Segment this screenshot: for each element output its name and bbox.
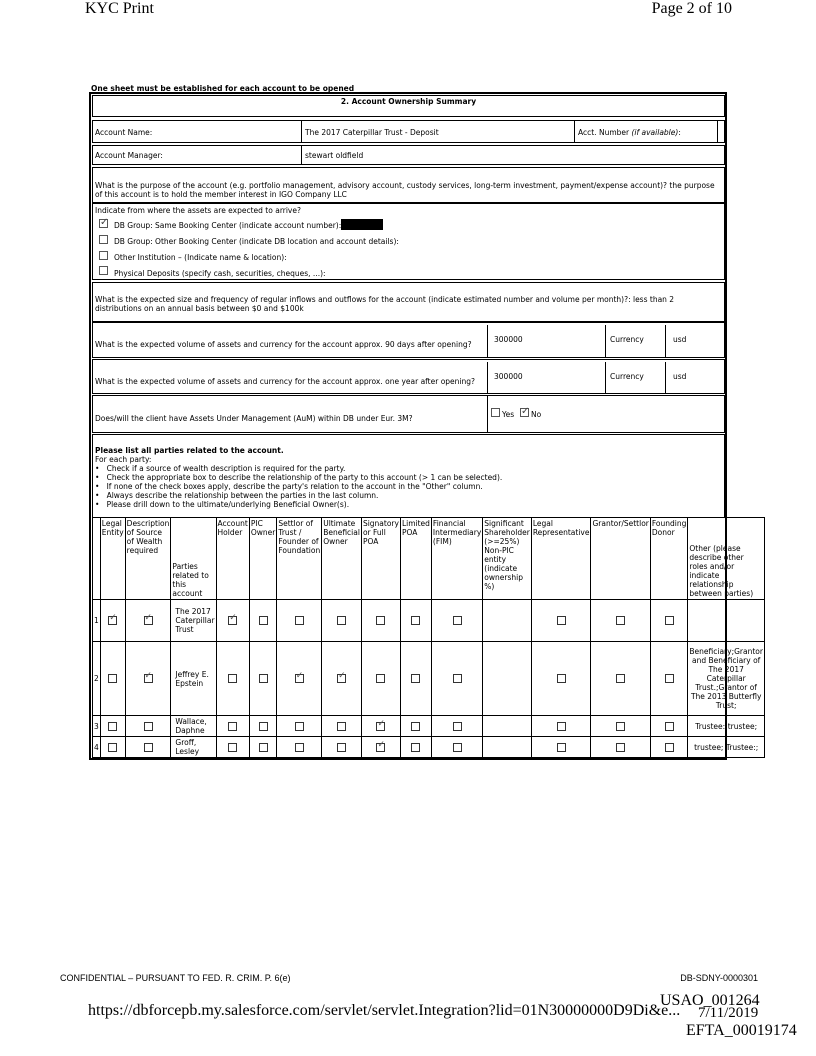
party-cell-ubo xyxy=(322,737,362,758)
aum-yes-checkbox[interactable] xyxy=(491,408,500,417)
grantor-checkbox[interactable] xyxy=(616,722,625,731)
purpose-text: What is the purpose of the account (e.g. portfolio management, advisory account, custody services, long-term investment, payment/expense account)? the purpose of this account is to hold the member interest in IGO Company LLC xyxy=(95,181,715,199)
flows-row xyxy=(92,282,725,322)
signatory-checkbox[interactable] xyxy=(376,674,385,683)
party-cell-ubo xyxy=(322,716,362,737)
account-manager-label: Account Manager: xyxy=(95,151,163,160)
fim-checkbox[interactable] xyxy=(453,743,462,752)
col-signatory: Signatory or Full POA xyxy=(361,518,400,600)
ubo-checkbox[interactable] xyxy=(337,674,346,683)
party-cell-legal-rep xyxy=(531,737,591,758)
legal-entity-checkbox[interactable] xyxy=(108,743,117,752)
source-of-wealth-checkbox[interactable] xyxy=(144,674,153,683)
parties-table xyxy=(92,517,765,758)
redaction-block xyxy=(341,219,383,230)
party-cell-signatory xyxy=(361,600,400,642)
party-other: trustee; Trustee:; xyxy=(688,737,765,758)
party-cell-source-of-wealth xyxy=(125,716,171,737)
party-cell-fim xyxy=(431,716,482,737)
founding-donor-checkbox[interactable] xyxy=(665,743,674,752)
party-cell-settlor xyxy=(277,642,322,716)
col-legal-rep: Legal Representative xyxy=(531,518,591,600)
settlor-checkbox[interactable] xyxy=(295,722,304,731)
party-other: Beneficiary;Grantor and Beneficiary of The 2017 Caterpillar Trust.;Grantor of The 2013 Butterfly Trust; xyxy=(688,642,765,716)
party-shareholder-pct xyxy=(483,600,532,642)
volume-90-question: What is the expected volume of assets and currency for the account approx. 90 days after opening? xyxy=(95,340,472,349)
party-cell-signatory xyxy=(361,716,400,737)
col-other: Other (please describe other roles and/or indicate relationship between parties) xyxy=(688,518,765,600)
physical-deposits-label: Physical Deposits (specify cash, securities, cheques, ...): xyxy=(114,269,326,278)
party-cell-account-holder xyxy=(216,716,249,737)
party-cell-pic-owner xyxy=(249,716,277,737)
print-title: KYC Print xyxy=(85,0,154,17)
legal-rep-checkbox[interactable] xyxy=(557,674,566,683)
parties-lead: For each party: xyxy=(95,455,152,464)
aum-row xyxy=(92,395,725,433)
other-institution-label: Other Institution – (Indicate name & location): xyxy=(114,253,287,262)
source-of-wealth-checkbox[interactable] xyxy=(144,743,153,752)
other-institution-checkbox[interactable] xyxy=(99,251,108,260)
party-cell-account-holder xyxy=(216,600,249,642)
parties-bullet: • Always describe the relationship between the parties in the last column. xyxy=(95,491,379,500)
efta-stamp: EFTA_00019174 xyxy=(686,1022,797,1039)
party-cell-legal-entity xyxy=(100,600,125,642)
party-name: Groff, Lesley xyxy=(171,737,216,758)
party-shareholder-pct xyxy=(483,642,532,716)
party-cell-grantor xyxy=(591,600,650,642)
signatory-checkbox[interactable] xyxy=(376,616,385,625)
account-manager-row xyxy=(92,145,725,165)
volume-1y-question: What is the expected volume of assets and currency for the account approx. one year after opening? xyxy=(95,377,476,386)
col-grantor: Grantor/Settlor xyxy=(591,518,650,600)
party-cell-signatory xyxy=(361,737,400,758)
party-number: 2 xyxy=(93,642,101,716)
col-shareholder: Significant Shareholder (>=25%) Non-PIC entity (indicate ownership %) xyxy=(483,518,532,600)
party-cell-account-holder xyxy=(216,642,249,716)
source-of-wealth-checkbox[interactable] xyxy=(144,616,153,625)
grantor-checkbox[interactable] xyxy=(616,674,625,683)
instruction-note: One sheet must be established for each account to be opened xyxy=(91,84,355,93)
party-cell-legal-rep xyxy=(531,716,591,737)
print-date: 7/11/2019 xyxy=(698,1005,759,1021)
aum-yes-label: Yes xyxy=(502,410,515,419)
party-shareholder-pct xyxy=(483,716,532,737)
ubo-checkbox[interactable] xyxy=(337,743,346,752)
party-cell-legal-rep xyxy=(531,600,591,642)
volume-1y-row xyxy=(92,359,725,394)
account-holder-checkbox[interactable] xyxy=(228,616,237,625)
col-source-of-wealth: Description of Source of Wealth required xyxy=(125,518,171,600)
party-cell-settlor xyxy=(277,716,322,737)
party-cell-founding-donor xyxy=(650,716,688,737)
party-cell-grantor xyxy=(591,737,650,758)
grantor-checkbox[interactable] xyxy=(616,616,625,625)
pic-owner-checkbox[interactable] xyxy=(259,722,268,731)
legal-entity-checkbox[interactable] xyxy=(108,674,117,683)
party-name: Wallace, Daphne xyxy=(171,716,216,737)
party-row xyxy=(93,737,765,758)
party-cell-limited-poa xyxy=(400,716,431,737)
party-cell-pic-owner xyxy=(249,642,277,716)
pic-owner-checkbox[interactable] xyxy=(259,616,268,625)
party-other xyxy=(688,600,765,642)
legal-rep-checkbox[interactable] xyxy=(557,616,566,625)
section-title: 2. Account Ownership Summary xyxy=(340,97,477,106)
fim-checkbox[interactable] xyxy=(453,674,462,683)
col-account-holder: Account Holder xyxy=(216,518,249,600)
col-fim: Financial Intermediary (FIM) xyxy=(431,518,482,600)
party-row xyxy=(93,600,765,642)
limited-poa-checkbox[interactable] xyxy=(411,743,420,752)
settlor-checkbox[interactable] xyxy=(295,616,304,625)
col-legal-entity: Legal Entity xyxy=(100,518,125,600)
limited-poa-checkbox[interactable] xyxy=(411,674,420,683)
aum-question: Does/will the client have Assets Under Management (AuM) within DB under Eur. 3M? xyxy=(95,414,413,423)
party-cell-legal-entity xyxy=(100,716,125,737)
col-parties: Parties related to this account xyxy=(171,518,216,600)
founding-donor-checkbox[interactable] xyxy=(665,674,674,683)
aum-no-label: No xyxy=(531,410,542,419)
account-name-row xyxy=(92,120,725,143)
party-cell-source-of-wealth xyxy=(125,600,171,642)
parties-header-row xyxy=(93,518,765,600)
ubo-checkbox[interactable] xyxy=(337,616,346,625)
other-booking-center-label: DB Group: Other Booking Center (indicate DB location and account details): xyxy=(114,237,399,246)
usao-stamp: USAO_001264 xyxy=(660,992,760,1009)
aum-no-checkbox[interactable] xyxy=(520,408,529,417)
purpose-row xyxy=(92,167,725,203)
party-cell-account-holder xyxy=(216,737,249,758)
party-cell-fim xyxy=(431,600,482,642)
party-cell-source-of-wealth xyxy=(125,737,171,758)
fim-checkbox[interactable] xyxy=(453,616,462,625)
party-cell-grantor xyxy=(591,716,650,737)
grantor-checkbox[interactable] xyxy=(616,743,625,752)
volume-90-amount: 300000 xyxy=(494,335,523,344)
parties-bullet: • Please drill down to the ultimate/underlying Beneficial Owner(s). xyxy=(95,500,350,509)
parties-title: Please list all parties related to the account. xyxy=(95,446,284,455)
volume-90-row xyxy=(92,322,725,358)
party-other: Trustee:;trustee; xyxy=(688,716,765,737)
confidential-notice: CONFIDENTIAL – PURSUANT TO FED. R. CRIM. P. 6(e) xyxy=(60,973,291,983)
assets-source-row xyxy=(92,203,725,280)
volume-90-currency: usd xyxy=(673,335,687,344)
party-cell-settlor xyxy=(277,737,322,758)
col-settlor: Settlor of Trust / Founder of Foundation xyxy=(277,518,322,600)
party-row xyxy=(93,642,765,716)
party-cell-settlor xyxy=(277,600,322,642)
party-number: 1 xyxy=(93,600,101,642)
party-cell-signatory xyxy=(361,642,400,716)
account-manager-value: stewart oldfield xyxy=(305,151,364,160)
party-cell-legal-rep xyxy=(531,642,591,716)
limited-poa-checkbox[interactable] xyxy=(411,616,420,625)
party-number: 3 xyxy=(93,716,101,737)
legal-rep-checkbox[interactable] xyxy=(557,743,566,752)
party-name: The 2017 Caterpillar Trust xyxy=(171,600,216,642)
volume-1y-amount: 300000 xyxy=(494,372,523,381)
ubo-checkbox[interactable] xyxy=(337,722,346,731)
bates-number: DB-SDNY-0000301 xyxy=(680,973,758,983)
account-name-value: The 2017 Caterpillar Trust - Deposit xyxy=(305,128,439,137)
party-row xyxy=(93,716,765,737)
party-cell-legal-entity xyxy=(100,737,125,758)
account-holder-checkbox[interactable] xyxy=(228,743,237,752)
source-url[interactable]: https://dbforcepb.my.salesforce.com/servlet/servlet.Integration?lid=01N30000000D9Di&e... xyxy=(88,1002,681,1019)
pic-owner-checkbox[interactable] xyxy=(259,743,268,752)
other-booking-center-checkbox[interactable] xyxy=(99,235,108,244)
party-cell-fim xyxy=(431,737,482,758)
assets-source-label: Indicate from where the assets are expected to arrive? xyxy=(95,206,301,215)
parties-bullet: • If none of the check boxes apply, describe the party's relation to the account in the "Other" column. xyxy=(95,482,483,491)
legal-entity-checkbox[interactable] xyxy=(108,616,117,625)
signatory-checkbox[interactable] xyxy=(376,722,385,731)
party-cell-limited-poa xyxy=(400,737,431,758)
party-cell-founding-donor xyxy=(650,642,688,716)
settlor-checkbox[interactable] xyxy=(295,674,304,683)
col-limited-poa: Limited POA xyxy=(400,518,431,600)
account-name-label: Account Name: xyxy=(95,128,153,137)
signatory-checkbox[interactable] xyxy=(376,743,385,752)
account-holder-checkbox[interactable] xyxy=(228,674,237,683)
party-cell-founding-donor xyxy=(650,737,688,758)
party-shareholder-pct xyxy=(483,737,532,758)
pic-owner-checkbox[interactable] xyxy=(259,674,268,683)
settlor-checkbox[interactable] xyxy=(295,743,304,752)
fim-checkbox[interactable] xyxy=(453,722,462,731)
volume-90-currency-label: Currency xyxy=(610,335,644,344)
party-cell-source-of-wealth xyxy=(125,642,171,716)
physical-deposits-checkbox[interactable] xyxy=(99,266,108,275)
party-name: Jeffrey E. Epstein xyxy=(171,642,216,716)
col-number xyxy=(93,518,101,600)
same-booking-center-label: DB Group: Same Booking Center (indicate account number): xyxy=(114,221,342,230)
party-cell-ubo xyxy=(322,642,362,716)
section-title-box xyxy=(92,95,725,117)
parties-intro xyxy=(92,434,725,517)
same-booking-center-checkbox[interactable] xyxy=(99,219,108,228)
legal-entity-checkbox[interactable] xyxy=(108,722,117,731)
legal-rep-checkbox[interactable] xyxy=(557,722,566,731)
account-holder-checkbox[interactable] xyxy=(228,722,237,731)
party-number: 4 xyxy=(93,737,101,758)
volume-1y-currency: usd xyxy=(673,372,687,381)
party-cell-limited-poa xyxy=(400,642,431,716)
source-of-wealth-checkbox[interactable] xyxy=(144,722,153,731)
page-number: Page 2 of 10 xyxy=(651,0,732,17)
founding-donor-checkbox[interactable] xyxy=(665,616,674,625)
col-ubo: Ultimate Beneficial Owner xyxy=(322,518,362,600)
account-number-label: Acct. Number (if available): xyxy=(578,128,681,137)
flows-text: What is the expected size and frequency of regular inflows and outflows for the account (indicate estimated number and volume per month)?: less than 2 distributions on an annual basis between $0 and $100k xyxy=(95,295,675,313)
party-cell-pic-owner xyxy=(249,737,277,758)
party-cell-grantor xyxy=(591,642,650,716)
col-pic-owner: PIC Owner xyxy=(249,518,277,600)
founding-donor-checkbox[interactable] xyxy=(665,722,674,731)
party-cell-fim xyxy=(431,642,482,716)
party-cell-pic-owner xyxy=(249,600,277,642)
party-cell-founding-donor xyxy=(650,600,688,642)
party-cell-limited-poa xyxy=(400,600,431,642)
volume-1y-currency-label: Currency xyxy=(610,372,644,381)
party-cell-legal-entity xyxy=(100,642,125,716)
col-founding-donor: Founding Donor xyxy=(650,518,688,600)
party-cell-ubo xyxy=(322,600,362,642)
parties-bullet: • Check if a source of wealth description is required for the party. xyxy=(95,464,346,473)
limited-poa-checkbox[interactable] xyxy=(411,722,420,731)
parties-bullet: • Check the appropriate box to describe the relationship of the party to this account (> 1 can be selected). xyxy=(95,473,503,482)
